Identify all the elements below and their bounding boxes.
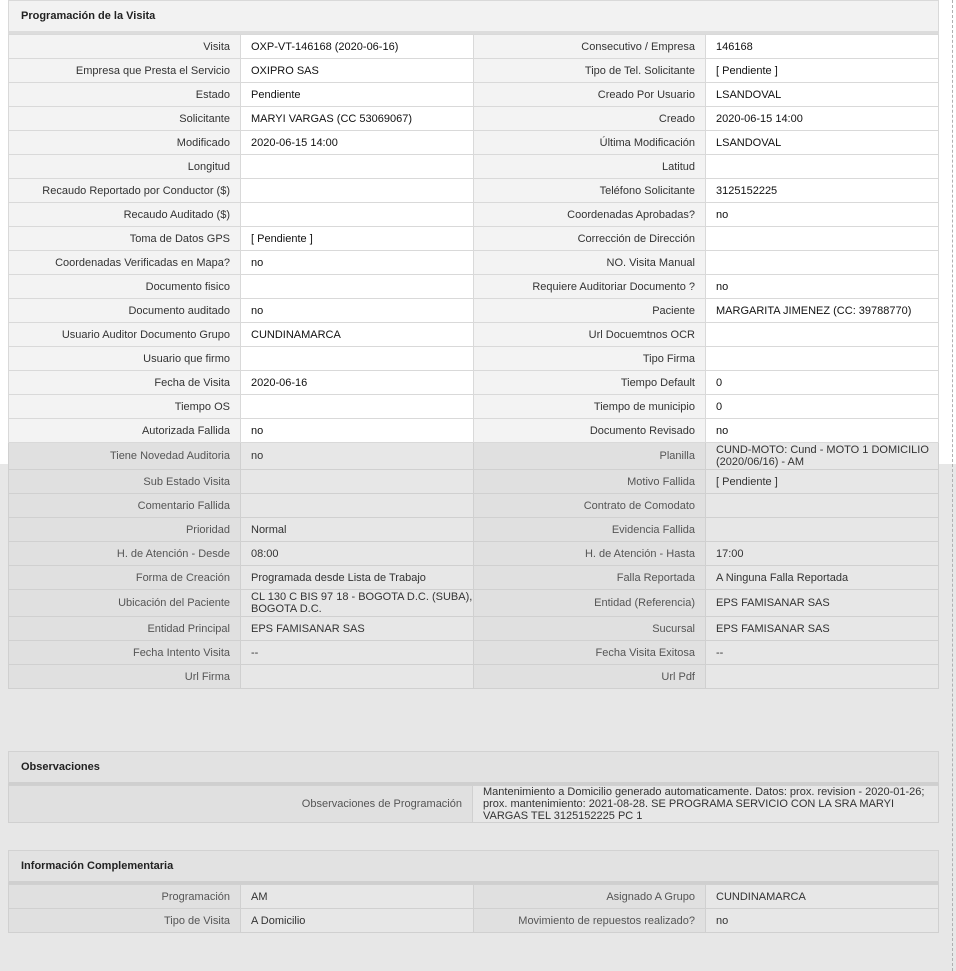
- field-value: 0: [706, 371, 939, 395]
- field-value: no: [241, 299, 474, 323]
- field-value: MARYI VARGAS (CC 53069067): [241, 107, 474, 131]
- table-row: [9, 470, 939, 494]
- field-value: [706, 227, 939, 251]
- complementaria-table: [8, 884, 939, 933]
- field-label: Creado Por Usuario: [474, 83, 706, 107]
- field-value: 2020-06-15 14:00: [241, 131, 474, 155]
- field-value: [ Pendiente ]: [706, 470, 939, 494]
- field-label: Entidad Principal: [9, 617, 241, 641]
- table-row: [9, 323, 939, 347]
- page-dashed-edge: [952, 0, 953, 971]
- table-row: [9, 35, 939, 59]
- field-label: Documento Revisado: [474, 419, 706, 443]
- field-value: [241, 347, 474, 371]
- table-row: [9, 518, 939, 542]
- field-label: Comentario Fallida: [9, 494, 241, 518]
- field-value: [706, 494, 939, 518]
- field-value: Pendiente: [241, 83, 474, 107]
- field-value: no: [241, 419, 474, 443]
- observaciones-table: [8, 785, 939, 823]
- field-label: Corrección de Dirección: [474, 227, 706, 251]
- table-row: [9, 566, 939, 590]
- field-label: Tipo de Visita: [9, 909, 241, 933]
- panel-observaciones: [8, 751, 939, 823]
- field-label: Visita: [9, 35, 241, 59]
- table-row: [9, 443, 939, 470]
- field-label: Entidad (Referencia): [474, 590, 706, 617]
- table-row: [9, 590, 939, 617]
- field-label: Longitud: [9, 155, 241, 179]
- field-label: NO. Visita Manual: [474, 251, 706, 275]
- field-label: Fecha de Visita: [9, 371, 241, 395]
- field-value: [ Pendiente ]: [706, 59, 939, 83]
- table-row: [9, 179, 939, 203]
- panel-programacion: [8, 0, 939, 689]
- field-label: Usuario Auditor Documento Grupo: [9, 323, 241, 347]
- field-label: H. de Atención - Desde: [9, 542, 241, 566]
- field-label: Motivo Fallida: [474, 470, 706, 494]
- field-value: Normal: [241, 518, 474, 542]
- table-row: [9, 641, 939, 665]
- table-row: [9, 299, 939, 323]
- field-value: [706, 347, 939, 371]
- field-value: EPS FAMISANAR SAS: [706, 590, 939, 617]
- field-label: Estado: [9, 83, 241, 107]
- field-value: no: [241, 251, 474, 275]
- field-value: 0: [706, 395, 939, 419]
- field-label: Modificado: [9, 131, 241, 155]
- field-value: [241, 494, 474, 518]
- field-label: Tipo Firma: [474, 347, 706, 371]
- field-value: [706, 665, 939, 689]
- field-value: [241, 395, 474, 419]
- field-value: CUND-MOTO: Cund - MOTO 1 DOMICILIO (2020/06/16) - AM: [706, 443, 939, 470]
- field-value: no: [241, 443, 474, 470]
- field-value: LSANDOVAL: [706, 131, 939, 155]
- table-row: [9, 542, 939, 566]
- field-label: Empresa que Presta el Servicio: [9, 59, 241, 83]
- field-label: Url Docuemtnos OCR: [474, 323, 706, 347]
- field-label: Url Pdf: [474, 665, 706, 689]
- field-label: Movimiento de repuestos realizado?: [474, 909, 706, 933]
- table-row: [9, 494, 939, 518]
- field-label: Fecha Intento Visita: [9, 641, 241, 665]
- field-label: Autorizada Fallida: [9, 419, 241, 443]
- field-label: Programación: [9, 885, 241, 909]
- field-value: [241, 155, 474, 179]
- table-row: [9, 131, 939, 155]
- field-value: A Domicilio: [241, 909, 474, 933]
- field-label: Toma de Datos GPS: [9, 227, 241, 251]
- panel-programacion-title: Programación de la Visita: [8, 0, 939, 34]
- field-label: Prioridad: [9, 518, 241, 542]
- field-label: Documento fisico: [9, 275, 241, 299]
- field-value: CUNDINAMARCA: [706, 885, 939, 909]
- field-label: Tiene Novedad Auditoria: [9, 443, 241, 470]
- field-label: Latitud: [474, 155, 706, 179]
- field-label: Requiere Auditoriar Documento ?: [474, 275, 706, 299]
- table-row: [9, 227, 939, 251]
- table-row: [9, 395, 939, 419]
- field-value: [706, 155, 939, 179]
- field-label: Sub Estado Visita: [9, 470, 241, 494]
- field-label: Recaudo Reportado por Conductor ($): [9, 179, 241, 203]
- field-value: --: [706, 641, 939, 665]
- field-value: EPS FAMISANAR SAS: [241, 617, 474, 641]
- field-label: Sucursal: [474, 617, 706, 641]
- field-value: A Ninguna Falla Reportada: [706, 566, 939, 590]
- field-value: 2020-06-16: [241, 371, 474, 395]
- field-value: OXIPRO SAS: [241, 59, 474, 83]
- field-label: Evidencia Fallida: [474, 518, 706, 542]
- field-label: Ubicación del Paciente: [9, 590, 241, 617]
- field-label: Usuario que firmo: [9, 347, 241, 371]
- field-value: [241, 275, 474, 299]
- field-value: no: [706, 275, 939, 299]
- field-value: no: [706, 419, 939, 443]
- panel-complementaria-title: Información Complementaria: [8, 850, 939, 884]
- field-value: [706, 323, 939, 347]
- field-label: Coordenadas Aprobadas?: [474, 203, 706, 227]
- field-label: Teléfono Solicitante: [474, 179, 706, 203]
- table-row: [9, 59, 939, 83]
- field-value: 146168: [706, 35, 939, 59]
- field-value: 2020-06-15 14:00: [706, 107, 939, 131]
- field-label: Forma de Creación: [9, 566, 241, 590]
- panel-complementaria: [8, 850, 939, 933]
- field-value: [241, 665, 474, 689]
- field-label: Paciente: [474, 299, 706, 323]
- field-value: [706, 518, 939, 542]
- field-value: 17:00: [706, 542, 939, 566]
- field-label: Consecutivo / Empresa: [474, 35, 706, 59]
- field-label: Falla Reportada: [474, 566, 706, 590]
- field-label: Url Firma: [9, 665, 241, 689]
- field-value: [706, 251, 939, 275]
- field-value: 3125152225: [706, 179, 939, 203]
- field-value: OXP-VT-146168 (2020-06-16): [241, 35, 474, 59]
- field-value: LSANDOVAL: [706, 83, 939, 107]
- field-label: Tiempo OS: [9, 395, 241, 419]
- field-label: Tiempo de municipio: [474, 395, 706, 419]
- field-label: Creado: [474, 107, 706, 131]
- field-value: no: [706, 203, 939, 227]
- table-row: [9, 107, 939, 131]
- table-row: [9, 347, 939, 371]
- field-value: no: [706, 909, 939, 933]
- field-value: [ Pendiente ]: [241, 227, 474, 251]
- field-label: Tipo de Tel. Solicitante: [474, 59, 706, 83]
- panel-observaciones-title: Observaciones: [8, 751, 939, 785]
- field-label: Asignado A Grupo: [474, 885, 706, 909]
- field-value: [241, 203, 474, 227]
- field-value: AM: [241, 885, 474, 909]
- field-value: CL 130 C BIS 97 18 - BOGOTA D.C. (SUBA), BOGOTA D.C.: [241, 590, 474, 617]
- field-label: Documento auditado: [9, 299, 241, 323]
- table-row: [9, 251, 939, 275]
- field-value: MARGARITA JIMENEZ (CC: 39788770): [706, 299, 939, 323]
- field-label: Última Modificación: [474, 131, 706, 155]
- table-row: [9, 885, 939, 909]
- field-label: Recaudo Auditado ($): [9, 203, 241, 227]
- table-row: [9, 419, 939, 443]
- field-value: Programada desde Lista de Trabajo: [241, 566, 474, 590]
- table-row: [9, 617, 939, 641]
- table-row: [9, 665, 939, 689]
- field-label: Coordenadas Verificadas en Mapa?: [9, 251, 241, 275]
- field-label: Planilla: [474, 443, 706, 470]
- table-row: [9, 909, 939, 933]
- field-label: H. de Atención - Hasta: [474, 542, 706, 566]
- table-row: [9, 371, 939, 395]
- field-value: EPS FAMISANAR SAS: [706, 617, 939, 641]
- observaciones-value: Mantenimiento a Domicilio generado automaticamente. Datos: prox. revision - 2020-01-26; prox. mantenimiento: 2021-08-28. SE PROGRAMA SERVICIO CON LA SRA MARYI VARGAS TEL 3125152225 PC 1: [473, 786, 939, 823]
- programacion-table: [8, 34, 939, 689]
- table-row: [9, 155, 939, 179]
- field-value: 08:00: [241, 542, 474, 566]
- field-value: CUNDINAMARCA: [241, 323, 474, 347]
- observaciones-label: Observaciones de Programación: [9, 786, 473, 823]
- field-label: Tiempo Default: [474, 371, 706, 395]
- field-value: [241, 179, 474, 203]
- table-row: [9, 275, 939, 299]
- field-value: [241, 470, 474, 494]
- field-label: Fecha Visita Exitosa: [474, 641, 706, 665]
- table-row: [9, 83, 939, 107]
- table-row: [9, 786, 939, 823]
- field-label: Contrato de Comodato: [474, 494, 706, 518]
- field-value: --: [241, 641, 474, 665]
- table-row: [9, 203, 939, 227]
- field-label: Solicitante: [9, 107, 241, 131]
